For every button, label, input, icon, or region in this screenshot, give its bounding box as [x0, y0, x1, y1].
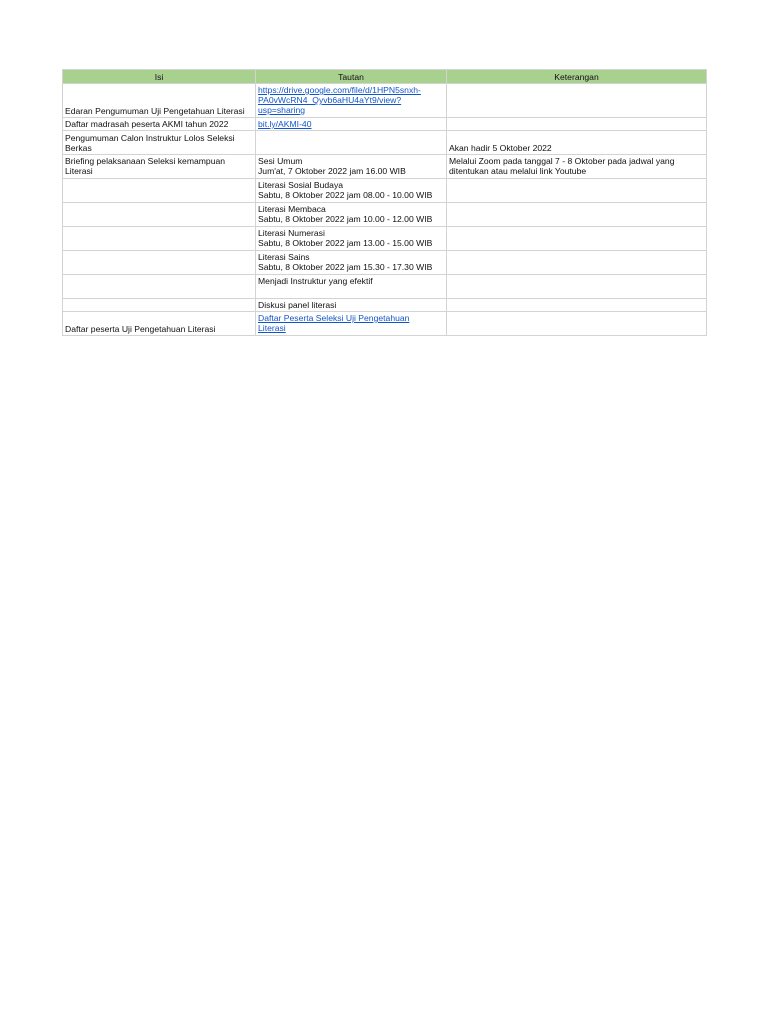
cell-keterangan[interactable] [447, 251, 707, 275]
cell-isi[interactable]: Edaran Pengumuman Uji Pengetahuan Literasi [63, 84, 256, 118]
table-row [63, 118, 707, 131]
cell-isi[interactable] [63, 155, 256, 179]
cell-text-line: Jum'at, 7 Oktober 2022 jam 16.00 WIB [258, 166, 406, 176]
table-row [63, 275, 707, 299]
cell-text-line: Sabtu, 8 Oktober 2022 jam 15.30 - 17.30 WIB [258, 262, 433, 272]
table-row [63, 131, 707, 155]
table-row [63, 251, 707, 275]
cell-tautan[interactable] [256, 312, 447, 336]
bitly-link[interactable]: bit.ly/AKMI-40 [258, 119, 312, 129]
cell-keterangan[interactable] [447, 84, 707, 118]
cell-tautan[interactable] [256, 227, 447, 251]
cell-keterangan[interactable] [447, 179, 707, 203]
cell-text-line: Literasi [65, 166, 93, 176]
table-row [63, 155, 707, 179]
cell-keterangan[interactable] [447, 275, 707, 299]
cell-tautan[interactable] [256, 131, 447, 155]
cell-keterangan[interactable] [447, 227, 707, 251]
cell-text-line: Pengumuman Calon Instruktur Lolos Seleksi [65, 133, 235, 143]
cell-text-line: Briefing pelaksanaan Seleksi kemampuan [65, 156, 226, 166]
link-text-line: https://drive.google.com/file/d/1HPN5snxh- [258, 85, 421, 95]
cell-text-line: Literasi Membaca [258, 204, 326, 214]
cell-text-line: Literasi Sains [258, 252, 310, 262]
link-text-line: Literasi [258, 323, 286, 333]
table-row [63, 203, 707, 227]
cell-isi[interactable] [63, 275, 256, 299]
cell-isi[interactable] [63, 131, 256, 155]
cell-text-line: Sabtu, 8 Oktober 2022 jam 08.00 - 10.00 WIB [258, 190, 433, 200]
cell-text-line: Sesi Umum [258, 156, 303, 166]
spreadsheet-table [62, 69, 707, 336]
cell-keterangan[interactable]: Akan hadir 5 Oktober 2022 [447, 131, 707, 155]
cell-isi[interactable] [63, 299, 256, 312]
link-text-line: Daftar Peserta Seleksi Uji Pengetahuan [258, 313, 410, 323]
cell-tautan[interactable] [256, 155, 447, 179]
cell-tautan[interactable] [256, 118, 447, 131]
cell-keterangan[interactable] [447, 155, 707, 179]
table-row [63, 179, 707, 203]
cell-isi[interactable] [63, 203, 256, 227]
table-row [63, 299, 707, 312]
column-header-tautan[interactable]: Tautan [256, 70, 447, 84]
cell-text-line: Melalui Zoom pada tanggal 7 - 8 Oktober pada jadwal yang [449, 156, 675, 166]
drive-link[interactable] [258, 85, 444, 115]
peserta-list-link[interactable] [258, 313, 444, 333]
cell-text-line: ditentukan atau melalui link Youtube [449, 166, 587, 176]
cell-tautan[interactable] [256, 84, 447, 118]
cell-text-line: Literasi Sosial Budaya [258, 180, 344, 190]
table-row [63, 312, 707, 336]
cell-isi[interactable] [63, 179, 256, 203]
link-text-line: usp=sharing [258, 105, 306, 115]
cell-isi[interactable]: Daftar peserta Uji Pengetahuan Literasi [63, 312, 256, 336]
link-text-line: PA0vWcRN4_Qyvb6aHU4aYt9/view? [258, 95, 402, 105]
cell-tautan[interactable] [256, 251, 447, 275]
cell-keterangan[interactable] [447, 118, 707, 131]
cell-isi[interactable] [63, 251, 256, 275]
cell-tautan[interactable] [256, 203, 447, 227]
cell-isi[interactable] [63, 227, 256, 251]
cell-keterangan[interactable] [447, 299, 707, 312]
cell-tautan[interactable] [256, 179, 447, 203]
cell-isi[interactable]: Daftar madrasah peserta AKMI tahun 2022 [63, 118, 256, 131]
cell-keterangan[interactable] [447, 312, 707, 336]
cell-text-line: Sabtu, 8 Oktober 2022 jam 13.00 - 15.00 WIB [258, 238, 433, 248]
cell-tautan[interactable]: Menjadi Instruktur yang efektif [256, 275, 447, 299]
cell-text-line: Berkas [65, 143, 92, 153]
cell-text-line: Sabtu, 8 Oktober 2022 jam 10.00 - 12.00 WIB [258, 214, 433, 224]
table-row [63, 84, 707, 118]
column-header-isi[interactable]: Isi [63, 70, 256, 84]
column-header-keterangan[interactable]: Keterangan [447, 70, 707, 84]
cell-text-line: Literasi Numerasi [258, 228, 325, 238]
table-row [63, 227, 707, 251]
header-row [63, 70, 707, 84]
cell-keterangan[interactable] [447, 203, 707, 227]
cell-tautan[interactable]: Diskusi panel literasi [256, 299, 447, 312]
